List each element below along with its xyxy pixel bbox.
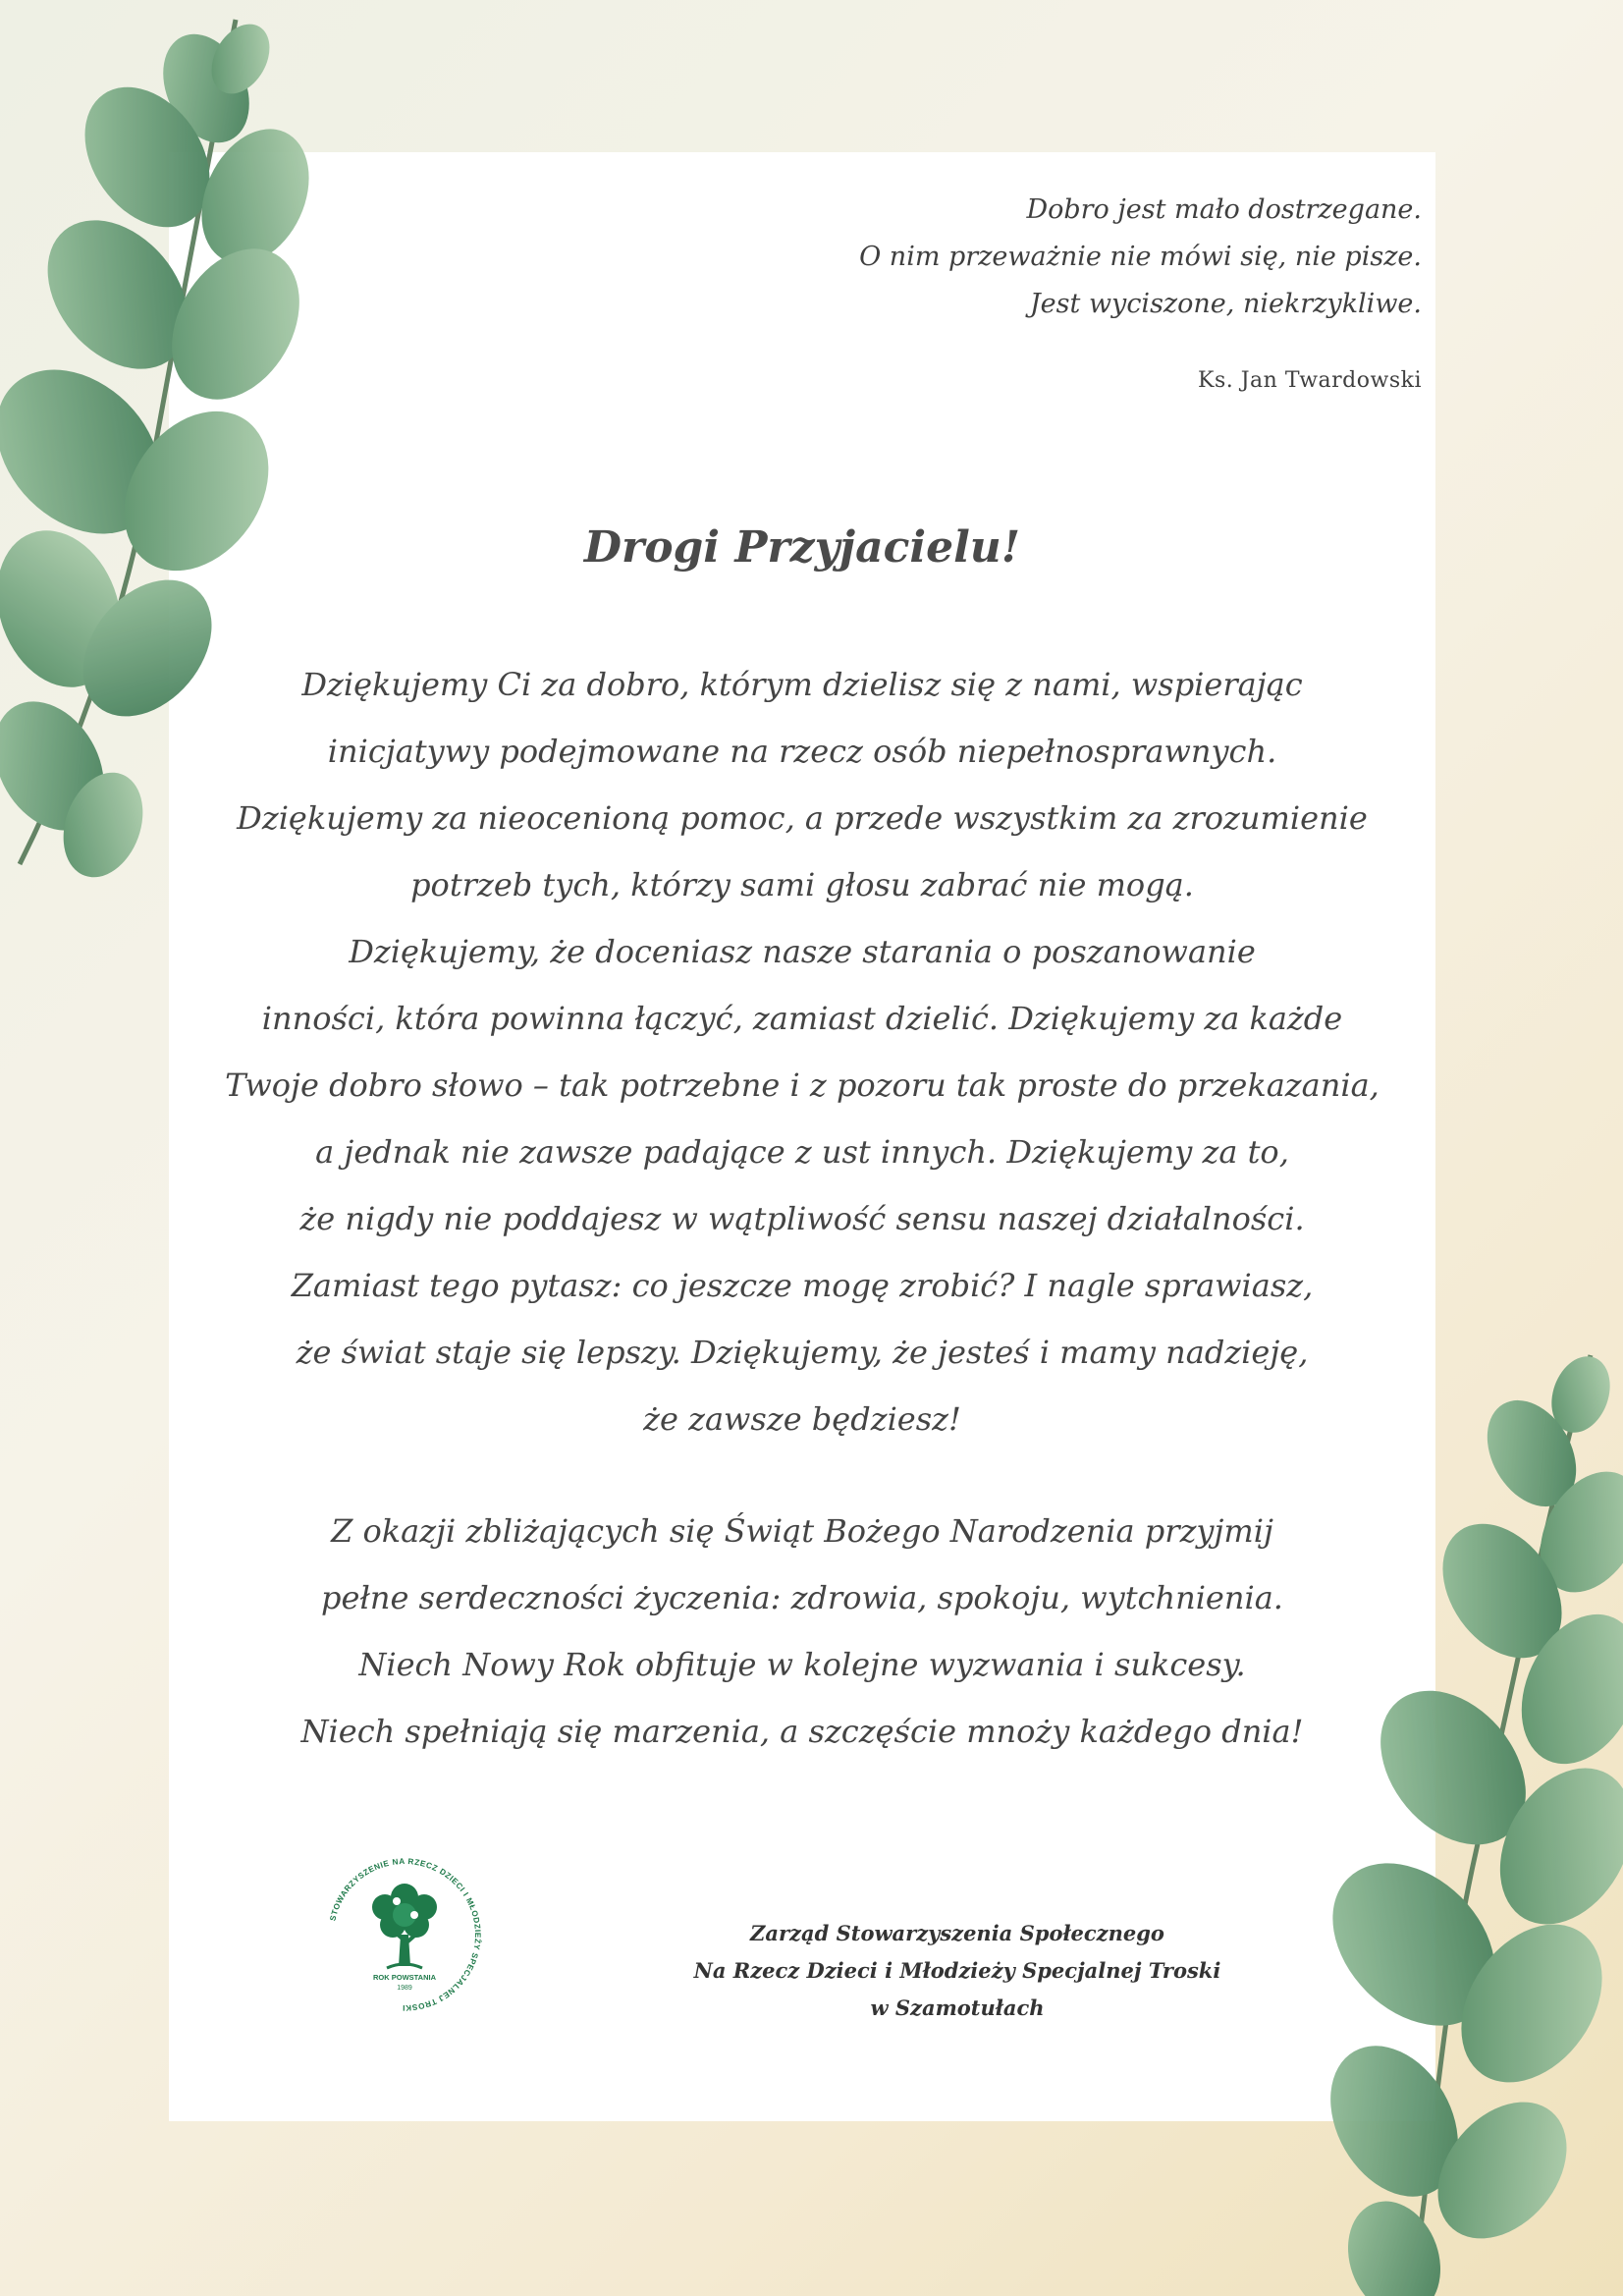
quote-author: Ks. Jan Twardowski	[1198, 368, 1422, 393]
letter-line: Zamiast tego pytasz: co jeszcze mogę zrobić? I nagle sprawiasz,	[291, 1267, 1314, 1304]
letter-line: inności, która powinna łączyć, zamiast dzielić. Dziękujemy za każde	[261, 1000, 1343, 1037]
quote-line: Jest wyciszone, niekrzykliwe.	[1029, 289, 1422, 319]
letter-line: że zawsze będziesz!	[643, 1400, 961, 1438]
letter-line: Dziękujemy Ci za dobro, którym dzielisz się z nami, wspierając	[301, 666, 1303, 703]
letter-line: a jednak nie zawsze padające z ust innych. Dziękujemy za to,	[315, 1133, 1289, 1171]
logo-founded-year: 1989	[397, 1985, 412, 1992]
letter-line: że nigdy nie poddajesz w wątpliwość sensu naszej działalności.	[299, 1200, 1305, 1237]
letter-line: potrzeb tych, którzy sami głosu zabrać nie mogą.	[410, 866, 1194, 903]
signature-line: w Szamotułach	[870, 1995, 1045, 2020]
letter-line: Dziękujemy, że doceniasz nasze starania o poszanowanie	[349, 933, 1256, 970]
bottom-right-branch	[1301, 1348, 1623, 2296]
quote-line: O nim przeważnie nie mówi się, nie pisze.	[859, 242, 1422, 272]
logo-founded-label: ROK POWSTANIA	[372, 1973, 437, 1982]
wishes-line: Niech spełniają się marzenia, a szczęście mnoży każdego dnia!	[300, 1713, 1304, 1750]
holiday-wishes	[196, 1498, 1408, 1765]
wishes-line: pełne serdeczności życzenia: zdrowia, spokoju, wytchnienia.	[321, 1579, 1283, 1616]
logo-ring-text: STOWARZYSZENIE NA RZECZ DZIECI I MŁODZIEŻY SPECJALNEJ TROSKI	[328, 1856, 483, 2013]
letter-line: inicjatywy podejmowane na rzecz osób niepełnosprawnych.	[327, 733, 1277, 770]
letter-title: Drogi Przyjacielu!	[583, 522, 1021, 573]
letter-line: Dziękujemy za nieocenioną pomoc, a przede wszystkim za zrozumienie	[237, 799, 1368, 837]
letter-line: że świat staje się lepszy. Dziękujemy, że jesteś i mamy nadzieję,	[296, 1334, 1309, 1371]
signature-line: Na Rzecz Dzieci i Młodzieży Specjalnej Troski	[693, 1958, 1221, 1983]
quote-line: Dobro jest mało dostrzegane.	[1026, 194, 1422, 225]
letter-line: Twoje dobro słowo – tak potrzebne i z pozoru tak proste do przekazania,	[225, 1066, 1380, 1104]
association-logo	[316, 1846, 493, 2023]
epigraph-quote	[734, 187, 1422, 405]
signature-block	[692, 1915, 1222, 2027]
wishes-line: Niech Nowy Rok obfituje w kolejne wyzwania i sukcesy.	[358, 1646, 1246, 1683]
letter-body	[196, 651, 1408, 1452]
signature-line: Zarząd Stowarzyszenia Społecznego	[750, 1921, 1164, 1945]
tree-icon	[372, 1884, 437, 1968]
wishes-line: Z okazji zbliżających się Świąt Bożego Narodzenia przyjmij	[331, 1512, 1273, 1550]
